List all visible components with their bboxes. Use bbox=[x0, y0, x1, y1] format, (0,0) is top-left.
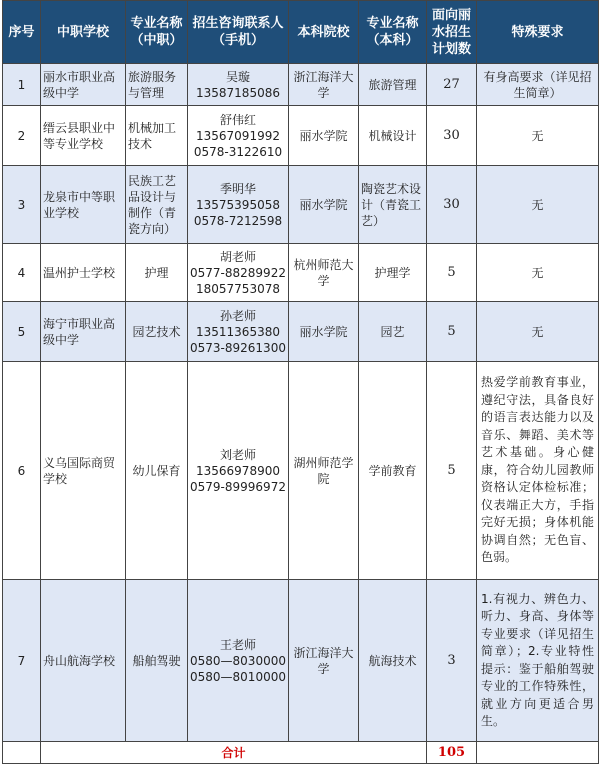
cell-special: 无 bbox=[477, 244, 599, 302]
header-special: 特殊要求 bbox=[477, 1, 599, 64]
header-seq: 序号 bbox=[3, 1, 41, 64]
cell-quota: 30 bbox=[427, 166, 477, 244]
cell-quota: 5 bbox=[427, 244, 477, 302]
cell-seq: 1 bbox=[3, 64, 41, 106]
cell-major-secondary: 船舶驾驶 bbox=[126, 580, 188, 742]
cell-school: 丽水市职业高级中学 bbox=[41, 64, 126, 106]
cell-college: 丽水学院 bbox=[289, 302, 359, 362]
cell-major-undergrad: 园艺 bbox=[359, 302, 427, 362]
enrollment-table bbox=[2, 0, 599, 764]
header-school: 中职学校 bbox=[41, 1, 126, 64]
table-row bbox=[3, 362, 599, 580]
cell-major-undergrad: 旅游管理 bbox=[359, 64, 427, 106]
cell-college: 浙江海洋大学 bbox=[289, 64, 359, 106]
cell-special: 有身高要求（详见招生简章） bbox=[477, 64, 599, 106]
table-row bbox=[3, 166, 599, 244]
total-value: 105 bbox=[427, 742, 477, 764]
table-row bbox=[3, 244, 599, 302]
cell-major-undergrad: 护理学 bbox=[359, 244, 427, 302]
cell-college: 丽水学院 bbox=[289, 166, 359, 244]
cell-contact: 吴璇 13587185086 bbox=[188, 64, 289, 106]
cell-major-secondary: 园艺技术 bbox=[126, 302, 188, 362]
cell-empty bbox=[477, 742, 599, 764]
cell-seq: 5 bbox=[3, 302, 41, 362]
cell-empty bbox=[3, 742, 41, 764]
cell-quota: 3 bbox=[427, 580, 477, 742]
cell-college: 杭州师范大学 bbox=[289, 244, 359, 302]
header-major-secondary: 专业名称（中职） bbox=[126, 1, 188, 64]
header-quota: 面向丽水招生计划数 bbox=[427, 1, 477, 64]
cell-contact: 刘老师 13566978900 0579-89996972 bbox=[188, 362, 289, 580]
cell-contact: 季明华 13575395058 0578-7212598 bbox=[188, 166, 289, 244]
cell-college: 浙江海洋大学 bbox=[289, 580, 359, 742]
header-contact: 招生咨询联系人（手机） bbox=[188, 1, 289, 64]
table-row bbox=[3, 64, 599, 106]
table-row bbox=[3, 580, 599, 742]
cell-special: 热爱学前教育事业，遵纪守法，具备良好的语言表达能力以及音乐、舞蹈、美术等艺术基础。身心健康，符合幼儿园教师资格认定体检标准；仪表端正大方，手指完好无损；身体机能协调自然；无色盲、色弱。 bbox=[477, 362, 599, 580]
cell-contact: 舒伟红 13567091992 0578-3122610 bbox=[188, 106, 289, 166]
cell-quota: 5 bbox=[427, 362, 477, 580]
cell-major-secondary: 幼儿保育 bbox=[126, 362, 188, 580]
cell-seq: 7 bbox=[3, 580, 41, 742]
cell-seq: 2 bbox=[3, 106, 41, 166]
total-row bbox=[3, 742, 599, 764]
cell-special: 无 bbox=[477, 106, 599, 166]
cell-college: 湖州师范学院 bbox=[289, 362, 359, 580]
cell-contact: 孙老师 13511365380 0573-89261300 bbox=[188, 302, 289, 362]
cell-seq: 3 bbox=[3, 166, 41, 244]
cell-quota: 5 bbox=[427, 302, 477, 362]
cell-school: 温州护士学校 bbox=[41, 244, 126, 302]
cell-college: 丽水学院 bbox=[289, 106, 359, 166]
cell-school: 义乌国际商贸学校 bbox=[41, 362, 126, 580]
cell-seq: 6 bbox=[3, 362, 41, 580]
table-row bbox=[3, 106, 599, 166]
cell-special: 1.有视力、辨色力、听力、身高、身体等专业要求（详见招生简章）；2.专业特性提示：鉴于船舶驾驶专业的工作特殊性，就业方向更适合男生。 bbox=[477, 580, 599, 742]
header-college: 本科院校 bbox=[289, 1, 359, 64]
cell-major-secondary: 护理 bbox=[126, 244, 188, 302]
cell-contact: 王老师 0580—8030000 0580—8010000 bbox=[188, 580, 289, 742]
header-row bbox=[3, 1, 599, 64]
header-major-undergrad: 专业名称（本科） bbox=[359, 1, 427, 64]
cell-school: 龙泉市中等职业学校 bbox=[41, 166, 126, 244]
cell-school: 舟山航海学校 bbox=[41, 580, 126, 742]
cell-major-undergrad: 陶瓷艺术设计（青瓷工艺） bbox=[359, 166, 427, 244]
table-row bbox=[3, 302, 599, 362]
cell-major-undergrad: 航海技术 bbox=[359, 580, 427, 742]
enrollment-table-container bbox=[2, 0, 599, 764]
cell-major-secondary: 民族工艺品设计与制作（青瓷方向） bbox=[126, 166, 188, 244]
cell-major-secondary: 旅游服务与管理 bbox=[126, 64, 188, 106]
cell-special: 无 bbox=[477, 166, 599, 244]
cell-special: 无 bbox=[477, 302, 599, 362]
cell-quota: 30 bbox=[427, 106, 477, 166]
cell-seq: 4 bbox=[3, 244, 41, 302]
cell-major-secondary: 机械加工技术 bbox=[126, 106, 188, 166]
total-label: 合计 bbox=[41, 742, 427, 764]
cell-school: 缙云县职业中等专业学校 bbox=[41, 106, 126, 166]
cell-major-undergrad: 机械设计 bbox=[359, 106, 427, 166]
cell-quota: 27 bbox=[427, 64, 477, 106]
cell-contact: 胡老师 0577-88289922 18057753078 bbox=[188, 244, 289, 302]
cell-school: 海宁市职业高级中学 bbox=[41, 302, 126, 362]
cell-major-undergrad: 学前教育 bbox=[359, 362, 427, 580]
